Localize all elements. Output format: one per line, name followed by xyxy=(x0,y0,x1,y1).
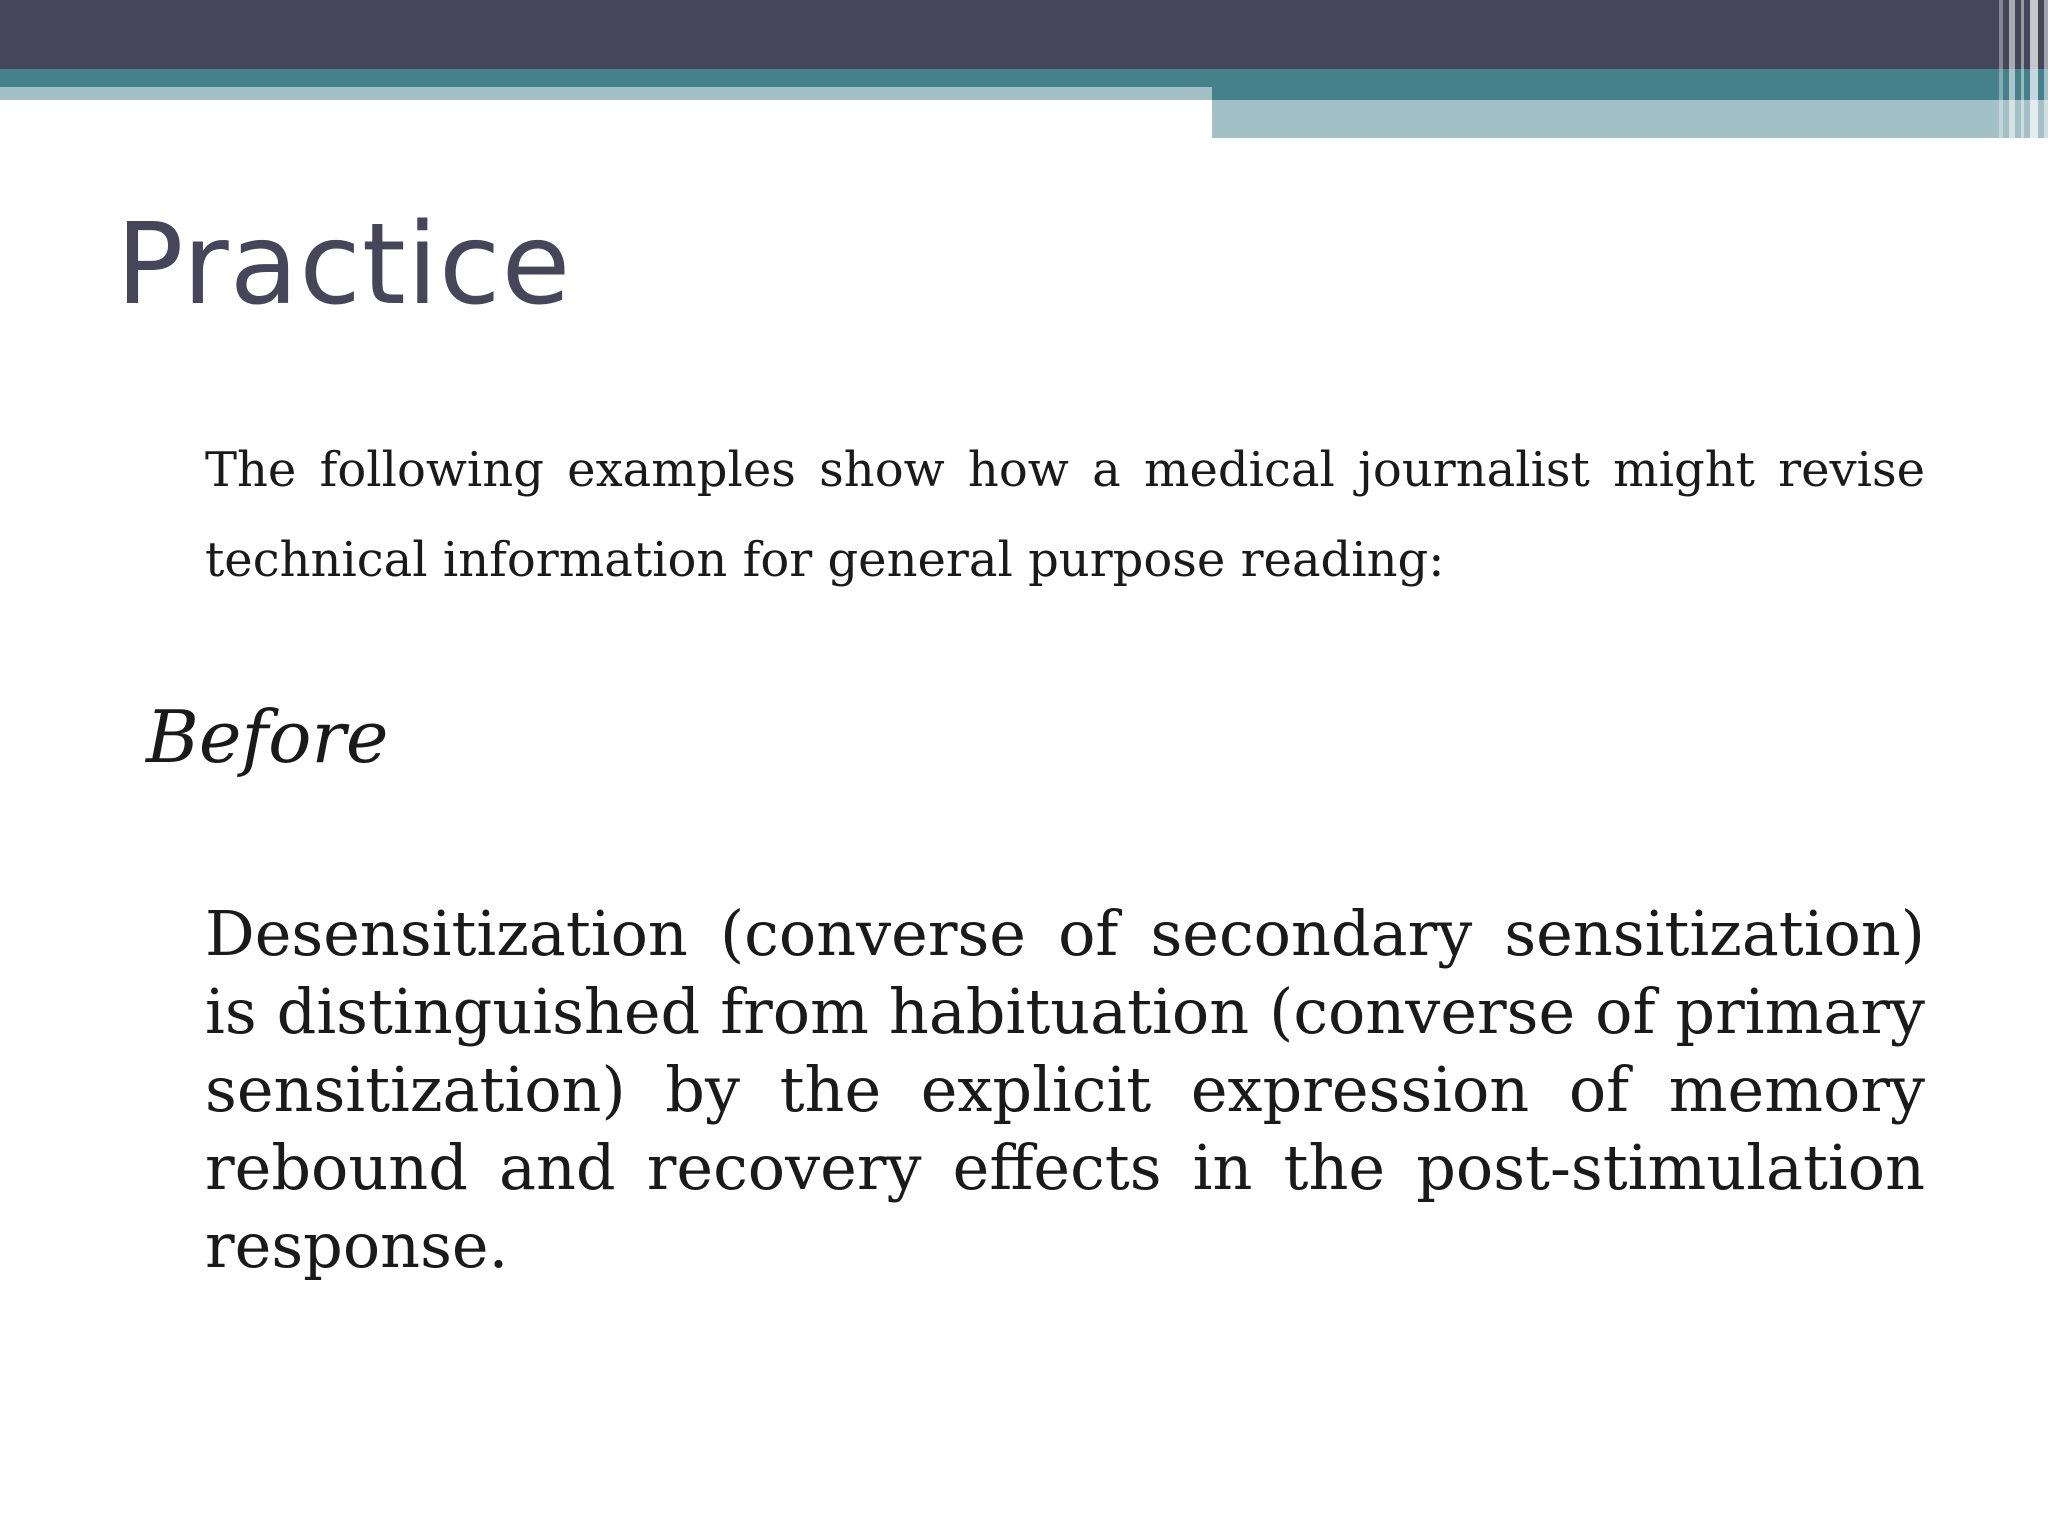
intro-paragraph: The following examples show how a medical journalist might revise technical information for general purpose reading: xyxy=(205,442,1925,588)
header-band-light-left xyxy=(0,87,1212,100)
header-band-teal xyxy=(0,69,2048,87)
slide-title: Practice xyxy=(116,200,572,330)
header-stripes xyxy=(1978,0,2048,138)
header-stripe xyxy=(2021,0,2024,138)
header-stripe xyxy=(2009,0,2015,138)
header-band-dark xyxy=(0,0,2048,69)
header-stripe xyxy=(2044,0,2048,138)
header-band-teal-right xyxy=(1212,87,2048,100)
header-stripe xyxy=(1999,0,2003,138)
before-subheading: Before xyxy=(146,695,389,779)
header-stripe xyxy=(2030,0,2038,138)
before-example-paragraph: Desensitization (converse of secondary sensitization) is distinguished from habituation (converse of primary sensitization) by the explicit expression of memory rebound and recovery effects in the post-stimulation response. xyxy=(205,897,1925,1282)
header-band-light-right xyxy=(1212,100,2048,138)
